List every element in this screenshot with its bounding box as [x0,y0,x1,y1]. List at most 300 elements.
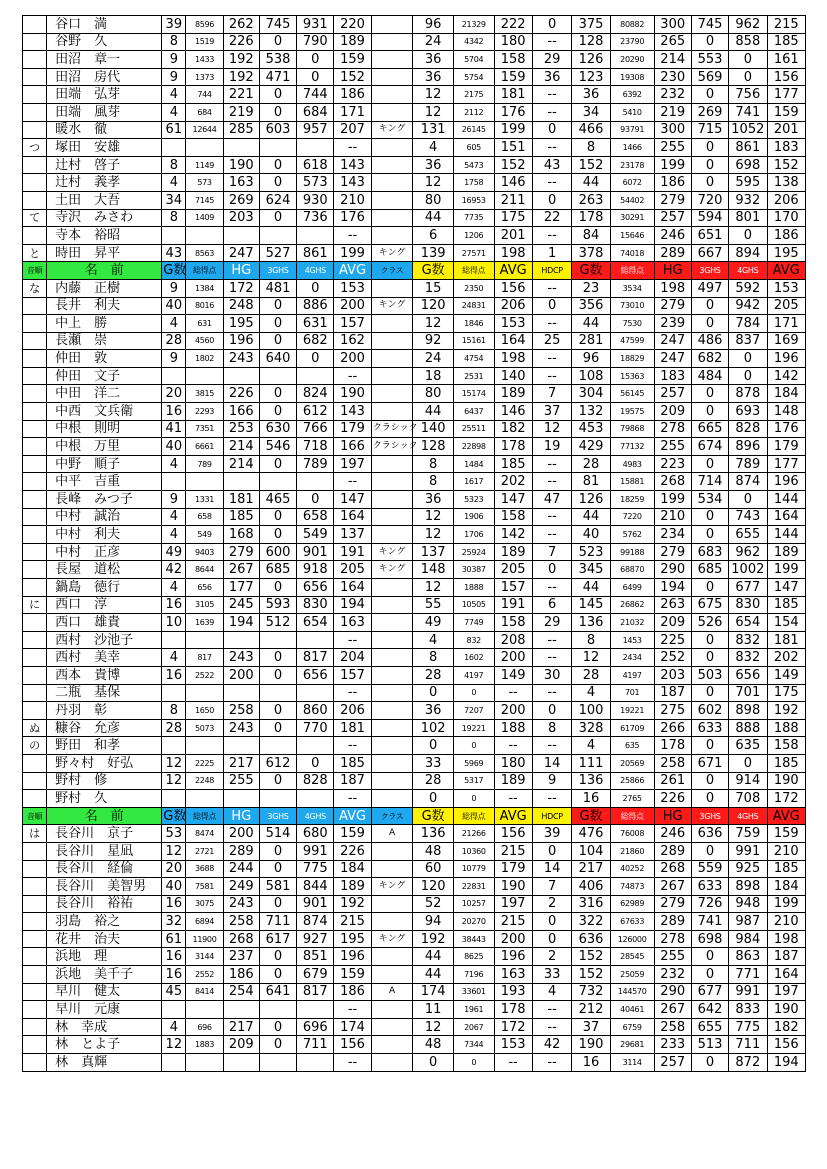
data-cell: -- [532,473,571,491]
data-cell [297,227,334,245]
table-row [23,191,806,209]
data-cell: 527 [259,244,296,262]
table-row [23,68,806,86]
index-kana-cell [23,983,47,1001]
index-kana-cell [23,930,47,948]
header-cell: 4GHS [729,807,767,825]
data-cell: 156 [767,1036,805,1054]
data-cell: 736 [297,209,334,227]
data-cell: 24 [413,350,454,368]
data-cell: -- [334,139,371,157]
data-cell: 178 [494,438,532,456]
data-cell: 183 [767,139,805,157]
data-cell: 304 [572,385,610,403]
index-kana-cell [23,895,47,913]
index-kana-cell [23,350,47,368]
data-cell: 152 [572,156,610,174]
data-cell: 268 [654,860,691,878]
data-cell: 631 [297,315,334,333]
data-cell: 21032 [610,614,654,632]
data-cell: 143 [334,403,371,421]
data-cell: 247 [654,350,691,368]
data-cell: 281 [572,332,610,350]
data-cell: 2225 [186,754,223,772]
data-cell: 684 [186,103,223,121]
data-cell: 4 [162,526,186,544]
data-cell: 9 [162,491,186,509]
data-cell: 94 [413,913,454,931]
data-cell [223,684,259,702]
data-cell [186,367,223,385]
data-cell: 253 [223,420,259,438]
data-cell: 206 [334,702,371,720]
data-cell: 5762 [610,526,654,544]
table-row [23,315,806,333]
data-cell [259,139,296,157]
data-cell: 111 [572,754,610,772]
data-cell: 189 [494,543,532,561]
data-cell: 158 [494,51,532,69]
data-cell: 2531 [453,367,494,385]
data-cell: 0 [453,684,494,702]
data-cell [162,1001,186,1019]
player-name-cell: 中上 勝 [47,315,162,333]
data-cell: 200 [334,297,371,315]
data-cell: 0 [729,51,767,69]
data-cell: -- [532,103,571,121]
data-cell: 4560 [186,332,223,350]
data-cell: 27571 [453,244,494,262]
table-row [23,1054,806,1072]
data-cell: 12 [413,86,454,104]
data-cell: 145 [572,596,610,614]
data-cell: 7344 [453,1036,494,1054]
data-cell: 136 [572,772,610,790]
header-cell: HG [223,262,259,280]
table-row [23,579,806,597]
data-cell: -- [532,508,571,526]
data-cell: 8 [572,139,610,157]
data-cell: -- [532,139,571,157]
data-cell: 714 [691,473,728,491]
data-cell: 285 [223,121,259,139]
player-name-cell: 谷口 満 [47,16,162,34]
data-cell [223,790,259,808]
data-cell: 0 [532,842,571,860]
data-cell: 225 [654,631,691,649]
data-cell: 172 [767,790,805,808]
data-cell: 0 [691,842,728,860]
data-cell: 0 [691,772,728,790]
data-cell: 4 [162,455,186,473]
data-cell: 214 [654,51,691,69]
data-cell [297,631,334,649]
data-cell: 143 [334,174,371,192]
data-cell: 267 [654,878,691,896]
data-cell: 16 [162,666,186,684]
data-cell: 20290 [610,51,654,69]
data-cell: 190 [767,1001,805,1019]
data-cell: 156 [494,279,532,297]
data-cell: 215 [767,16,805,34]
data-cell: 8563 [186,244,223,262]
index-kana-cell [23,367,47,385]
data-cell: 6072 [610,174,654,192]
table-row [23,455,806,473]
data-cell: 206 [494,297,532,315]
data-cell: 153 [334,279,371,297]
data-cell [297,367,334,385]
data-cell: 24831 [453,297,494,315]
index-kana-cell [23,702,47,720]
data-cell: 104 [572,842,610,860]
data-cell: 102 [413,719,454,737]
data-cell [186,631,223,649]
data-cell: 159 [494,68,532,86]
player-name-cell: 長峰 みつ子 [47,491,162,509]
index-kana-cell [23,1054,47,1072]
data-cell: 592 [729,279,767,297]
data-cell: 96 [413,16,454,34]
data-cell: 559 [691,860,728,878]
player-name-cell: 谷野 久 [47,33,162,51]
player-name-cell: 西口 淳 [47,596,162,614]
data-cell: 44 [572,508,610,526]
index-kana-cell [23,455,47,473]
data-cell: 957 [297,121,334,139]
data-cell: 290 [654,561,691,579]
data-cell: 683 [691,543,728,561]
data-cell [297,139,334,157]
data-cell [371,455,413,473]
data-cell: 179 [494,860,532,878]
data-cell: 194 [223,614,259,632]
data-cell: 25059 [610,966,654,984]
data-cell: 658 [186,508,223,526]
data-cell: 918 [297,561,334,579]
data-cell: 9 [532,772,571,790]
data-cell: 200 [494,930,532,948]
data-cell: 7220 [610,508,654,526]
data-cell: 2 [532,948,571,966]
data-cell: 279 [654,297,691,315]
index-kana-cell [23,842,47,860]
score-sheet [22,15,806,1072]
table-body [23,16,806,1072]
data-cell: 171 [767,315,805,333]
data-cell: 605 [453,139,494,157]
data-cell: 0 [691,156,728,174]
data-cell: 176 [494,103,532,121]
data-cell: 1206 [453,227,494,245]
data-cell: 4 [162,315,186,333]
data-cell: 12 [532,420,571,438]
data-cell: 901 [297,895,334,913]
table-row [23,1036,806,1054]
data-cell: 2522 [186,666,223,684]
data-cell: 1888 [453,579,494,597]
data-cell: 656 [297,666,334,684]
data-cell: 651 [691,227,728,245]
player-name-cell: 仲田 文子 [47,367,162,385]
data-cell: 21860 [610,842,654,860]
data-cell: 40 [162,438,186,456]
data-cell: 12 [413,103,454,121]
data-cell [371,596,413,614]
data-cell: 0 [691,737,728,755]
data-cell: 289 [654,244,691,262]
data-cell: 147 [494,491,532,509]
data-cell: 8 [162,209,186,227]
header-cell: 名 前 [47,807,162,825]
data-cell: 667 [691,244,728,262]
data-cell: 147 [767,579,805,597]
data-cell: 4 [532,983,571,1001]
data-cell: 164 [767,508,805,526]
data-cell: 61709 [610,719,654,737]
data-cell: 185 [334,754,371,772]
data-cell: 8 [572,631,610,649]
data-cell: 269 [223,191,259,209]
data-cell: 0 [413,737,454,755]
index-kana-cell [23,772,47,790]
data-cell: 20270 [453,913,494,931]
table-row [23,227,806,245]
data-cell: 176 [767,420,805,438]
data-cell: 40 [162,878,186,896]
data-cell: 1617 [453,473,494,491]
data-cell: 144 [767,491,805,509]
data-cell: 247 [654,332,691,350]
data-cell: 0 [259,772,296,790]
player-name-cell: 羽島 裕之 [47,913,162,931]
data-cell: 199 [334,244,371,262]
data-cell: 817 [297,649,334,667]
data-cell: 612 [297,403,334,421]
table-row [23,737,806,755]
data-cell: 38443 [453,930,494,948]
data-cell: 12 [413,174,454,192]
data-cell [371,719,413,737]
player-name-cell: 林 真輝 [47,1054,162,1072]
data-cell: 181 [223,491,259,509]
data-cell: 4983 [610,455,654,473]
data-cell: 207 [334,121,371,139]
data-cell [223,631,259,649]
data-cell: 289 [654,842,691,860]
data-cell: 255 [654,948,691,966]
data-cell: 182 [494,420,532,438]
data-cell: 4 [162,508,186,526]
table-row [23,420,806,438]
data-cell: 170 [767,209,805,227]
data-cell [186,473,223,491]
player-name-cell: 田沼 房代 [47,68,162,86]
data-cell: 9 [162,279,186,297]
data-cell: 28545 [610,948,654,966]
data-cell: 1802 [186,350,223,368]
data-cell: 157 [494,579,532,597]
data-cell: 0 [259,1018,296,1036]
player-name-cell: 内藤 正樹 [47,279,162,297]
data-cell: -- [532,86,571,104]
data-cell: 166 [334,438,371,456]
data-cell: 2434 [610,649,654,667]
data-cell: 19221 [453,719,494,737]
data-cell: 186 [654,174,691,192]
header-cell: 4GHS [297,262,334,280]
player-name-cell: 長井 利夫 [47,297,162,315]
index-kana-cell [23,1001,47,1019]
data-cell: 152 [767,156,805,174]
data-cell: 7145 [186,191,223,209]
data-cell: 1002 [729,561,767,579]
player-name-cell: 寺本 裕昭 [47,227,162,245]
data-cell: 289 [654,913,691,931]
data-cell: 185 [223,508,259,526]
data-cell: 40252 [610,860,654,878]
player-name-cell: 中西 文兵衛 [47,403,162,421]
data-cell: 54402 [610,191,654,209]
data-cell: 157 [334,666,371,684]
data-cell: 8 [532,719,571,737]
data-cell: 6392 [610,86,654,104]
data-cell: 180 [494,754,532,772]
data-cell: 886 [297,297,334,315]
data-cell: 16953 [453,191,494,209]
data-cell: 8 [162,33,186,51]
data-cell: 190 [572,1036,610,1054]
data-cell: 42 [162,561,186,579]
data-cell: 0 [259,966,296,984]
data-cell: 0 [532,702,571,720]
data-cell: 188 [494,719,532,737]
index-kana-cell [23,438,47,456]
data-cell [186,139,223,157]
data-cell: 6894 [186,913,223,931]
data-cell: 36 [413,51,454,69]
data-cell [371,1018,413,1036]
data-cell: 15 [413,279,454,297]
data-cell: 4 [572,737,610,755]
data-cell: 595 [729,174,767,192]
data-cell: 152 [334,68,371,86]
data-cell [223,139,259,157]
data-cell: 861 [297,244,334,262]
data-cell: 828 [729,420,767,438]
data-cell: 184 [767,878,805,896]
data-cell: 40 [572,526,610,544]
data-cell: 163 [494,966,532,984]
data-cell: 29 [532,51,571,69]
data-cell: 200 [223,666,259,684]
data-cell: 192 [413,930,454,948]
data-cell: 244 [223,860,259,878]
data-cell: キング [371,543,413,561]
data-cell: 192 [767,702,805,720]
data-cell: 573 [297,174,334,192]
data-cell [297,473,334,491]
data-cell: 263 [654,596,691,614]
data-cell: 275 [654,702,691,720]
data-cell: 67633 [610,913,654,931]
data-cell: 6759 [610,1018,654,1036]
data-cell: 4 [162,649,186,667]
data-cell: 612 [259,754,296,772]
data-cell [223,1054,259,1072]
data-cell: 6437 [453,403,494,421]
table-row [23,702,806,720]
data-cell: 49 [413,614,454,632]
data-cell: 25866 [610,772,654,790]
data-cell: 8596 [186,16,223,34]
data-cell: 0 [259,86,296,104]
data-cell: 233 [654,1036,691,1054]
data-cell: 144570 [610,983,654,1001]
data-cell: 49 [162,543,186,561]
index-kana-cell [23,561,47,579]
data-cell: 8 [162,702,186,720]
data-cell: 185 [767,33,805,51]
data-cell: 569 [691,68,728,86]
player-name-cell: 中根 万里 [47,438,162,456]
data-cell: 201 [767,121,805,139]
data-cell: 195 [334,930,371,948]
data-cell: 136 [572,614,610,632]
data-cell [371,860,413,878]
data-cell: 1846 [453,315,494,333]
data-cell [186,1054,223,1072]
data-cell: 8 [162,156,186,174]
data-cell [371,139,413,157]
header-cell: 4GHS [729,262,767,280]
player-name-cell: 田沼 章一 [47,51,162,69]
data-cell: 726 [691,895,728,913]
data-cell: 191 [334,543,371,561]
data-cell: 196 [767,350,805,368]
data-cell: 828 [297,772,334,790]
data-cell: 255 [654,438,691,456]
data-cell: 0 [691,455,728,473]
data-cell: 267 [223,561,259,579]
data-cell: 190 [223,156,259,174]
data-cell: 257 [654,1054,691,1072]
player-name-cell: 中根 則明 [47,420,162,438]
data-cell: 30387 [453,561,494,579]
player-name-cell: 野村 修 [47,772,162,790]
data-cell: 246 [654,825,691,843]
data-cell: 0 [691,508,728,526]
data-cell: キング [371,930,413,948]
data-cell [371,473,413,491]
data-cell [371,227,413,245]
data-cell: 279 [654,191,691,209]
data-cell: 656 [729,666,767,684]
data-cell: 243 [223,895,259,913]
player-name-cell: 長谷川 裕祐 [47,895,162,913]
data-cell: 199 [767,561,805,579]
data-cell: 247 [223,244,259,262]
data-cell: 194 [767,1054,805,1072]
data-cell: 120 [413,878,454,896]
data-cell: 16 [162,966,186,984]
data-cell: 0 [297,350,334,368]
data-cell: 7 [532,878,571,896]
data-cell: 732 [572,983,610,1001]
data-cell: 131 [413,121,454,139]
header-cell: 総得点 [610,262,654,280]
data-cell [371,737,413,755]
